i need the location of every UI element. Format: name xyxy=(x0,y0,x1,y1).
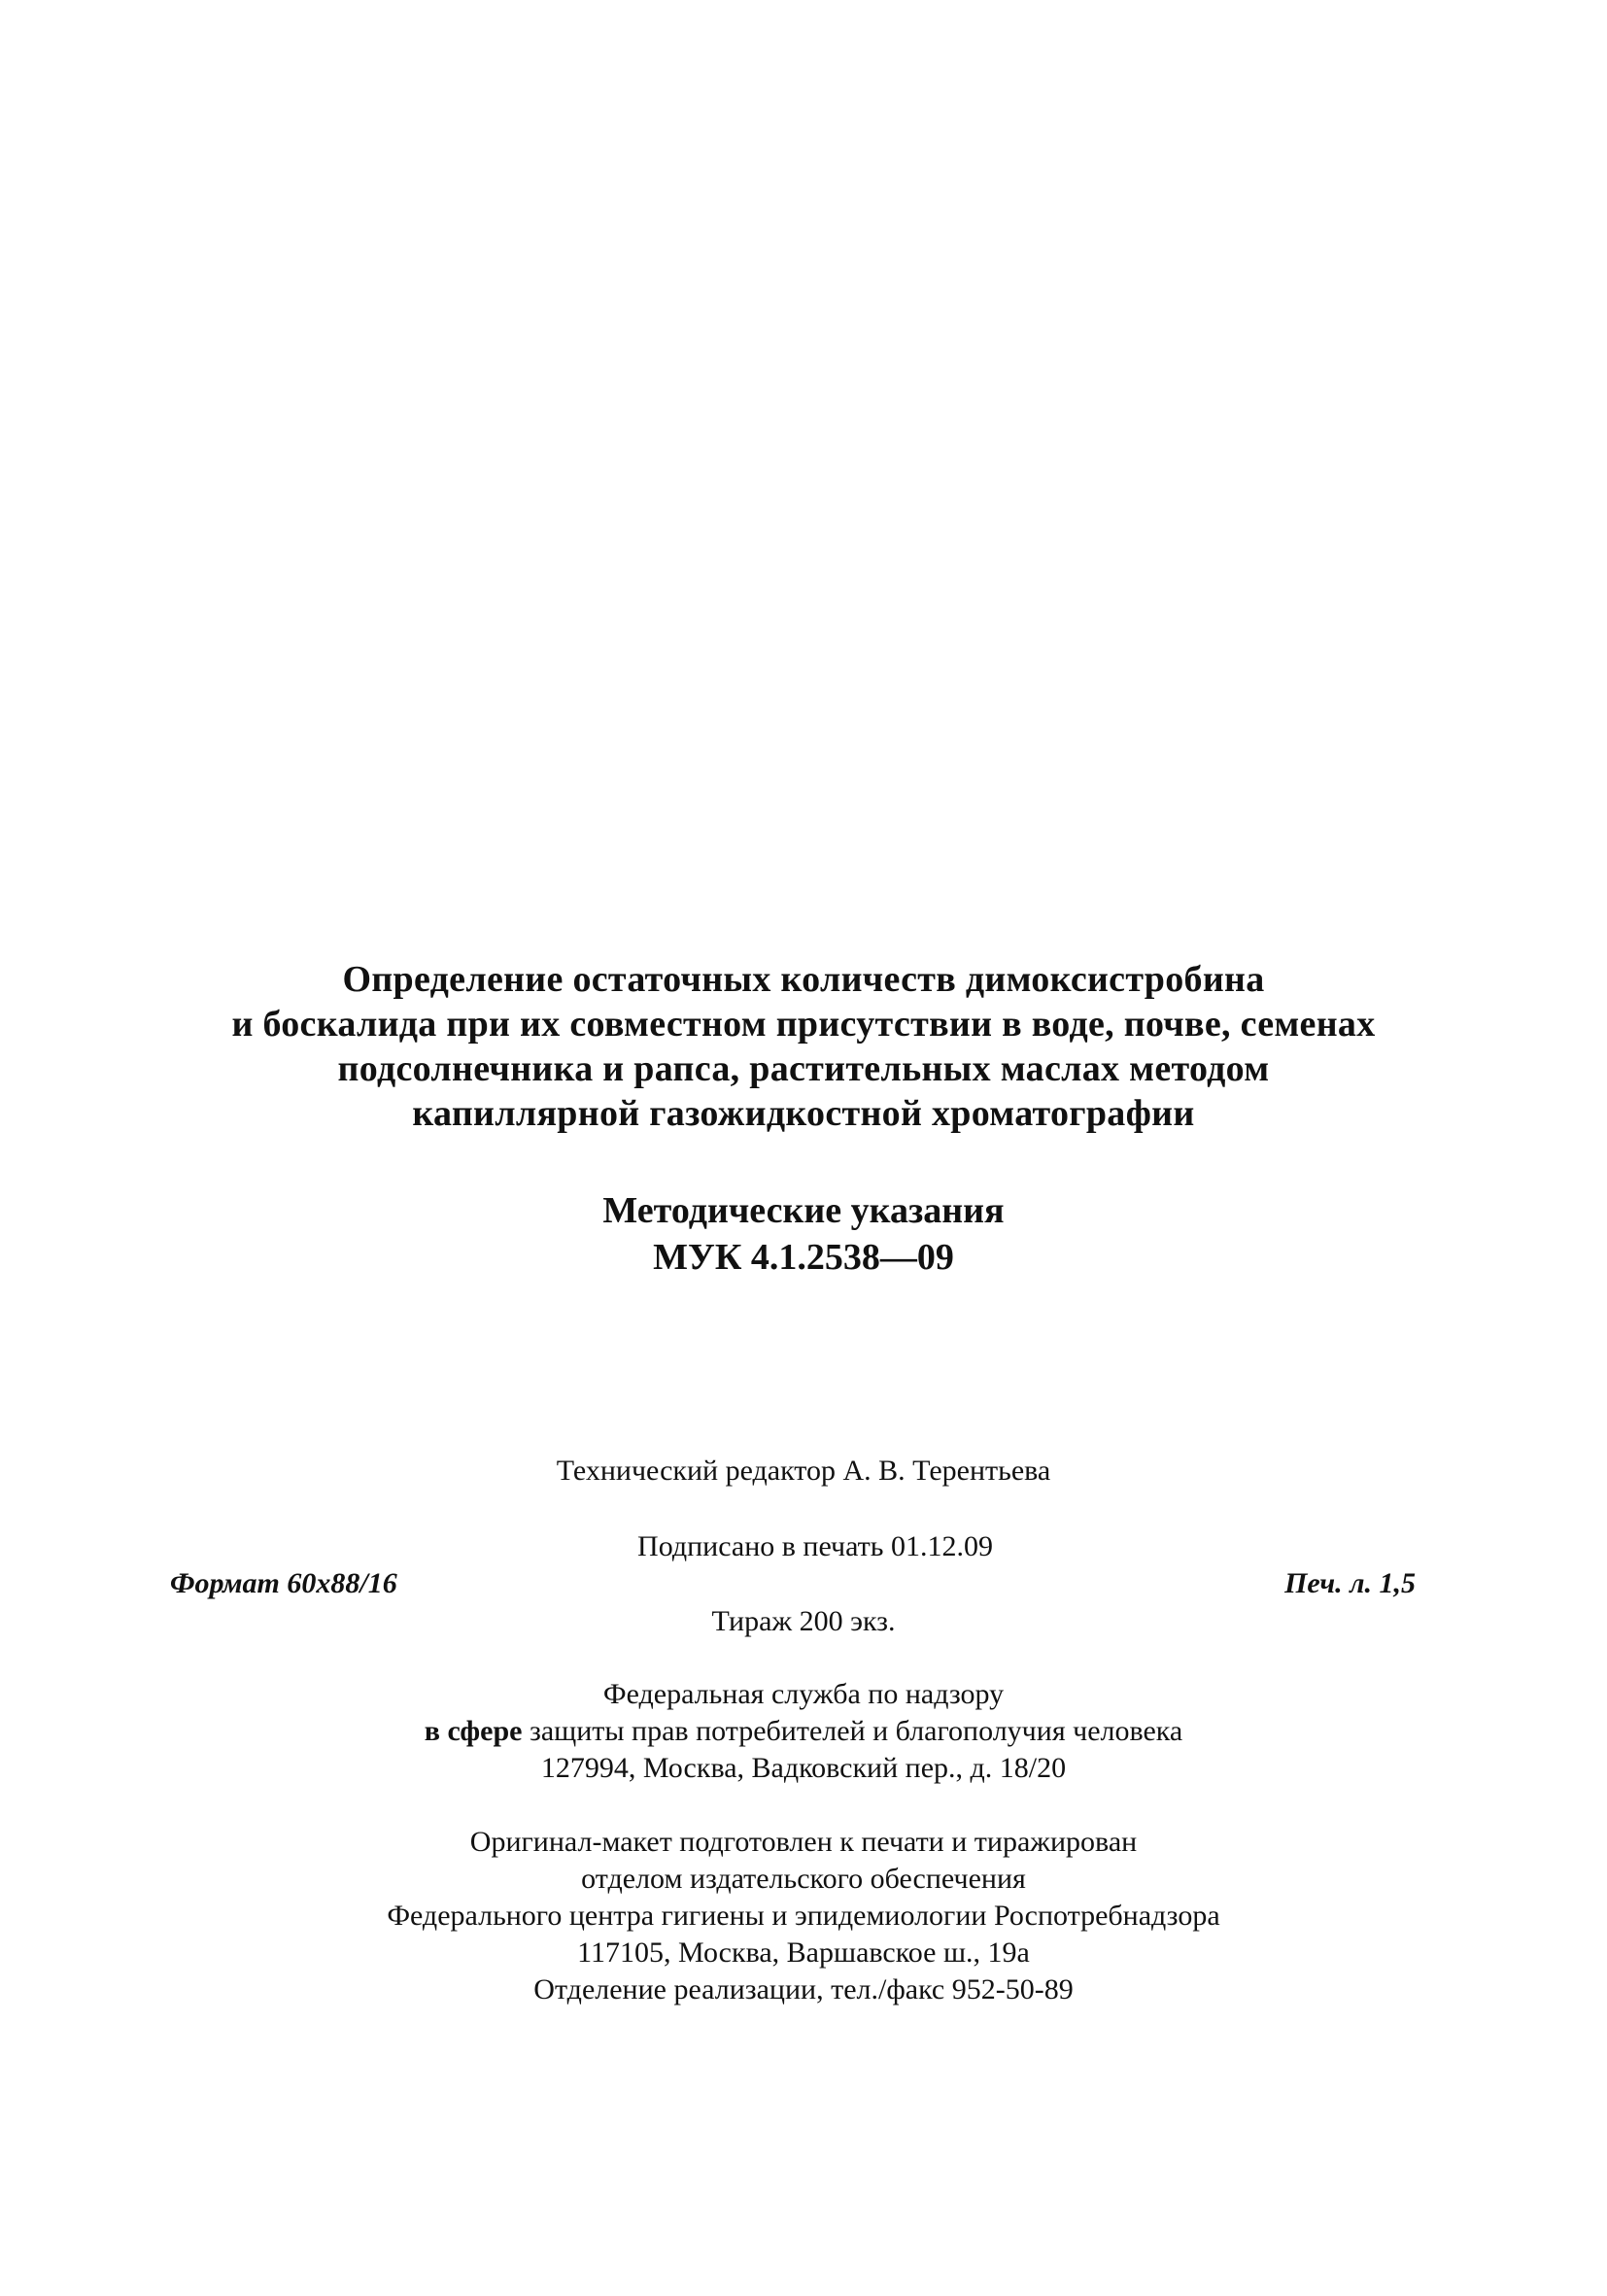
publisher-address: 127994, Москва, Вадковский пер., д. 18/20 xyxy=(540,1752,1067,1784)
print-run: Тираж 200 экз. xyxy=(711,1605,896,1637)
sales-contact: Отделение реализации, тел./факс 952-50-89 xyxy=(533,1973,1074,2005)
document-type: Методические указания xyxy=(602,1190,1005,1231)
document-subtitle xyxy=(0,1187,1607,1281)
publisher-emphasis: в сфере xyxy=(424,1715,523,1747)
publisher-name-continued xyxy=(0,1713,1607,1750)
publisher-name-rest: защиты прав потребителей и благополучия человека xyxy=(522,1715,1183,1747)
paper-format: Формат 60x88/16 xyxy=(170,1567,397,1599)
signed-for-print: Подписано в печать 01.12.09 xyxy=(637,1530,993,1562)
producer-line: Федерального центра гигиены и эпидемиологии Роспотребнадзора xyxy=(387,1900,1220,1932)
document-title xyxy=(0,957,1607,1136)
technical-editor: Технический редактор А. В. Терентьева xyxy=(556,1455,1051,1487)
producer-block xyxy=(0,1824,1607,2008)
title-line: капиллярной газожидкостной хроматографии xyxy=(412,1093,1195,1134)
producer-line: отделом издательского обеспечения xyxy=(581,1863,1026,1895)
producer-address: 117105, Москва, Варшавское ш., 19а xyxy=(577,1936,1030,1969)
publisher-name: Федеральная служба по надзору xyxy=(602,1678,1005,1710)
title-line: подсолнечника и рапса, растительных маслах методом xyxy=(337,1048,1270,1089)
title-line: и боскалида при их совместном присутствии в воде, почве, семенах xyxy=(231,1004,1376,1045)
title-line: Определение остаточных количеств димоксистробина xyxy=(342,959,1265,1000)
document-code: МУК 4.1.2538—09 xyxy=(653,1237,954,1278)
publisher-block xyxy=(0,1676,1607,1787)
producer-line: Оригинал-макет подготовлен к печати и тиражирован xyxy=(469,1826,1138,1858)
printed-sheets: Печ. л. 1,5 xyxy=(1284,1567,1416,1599)
